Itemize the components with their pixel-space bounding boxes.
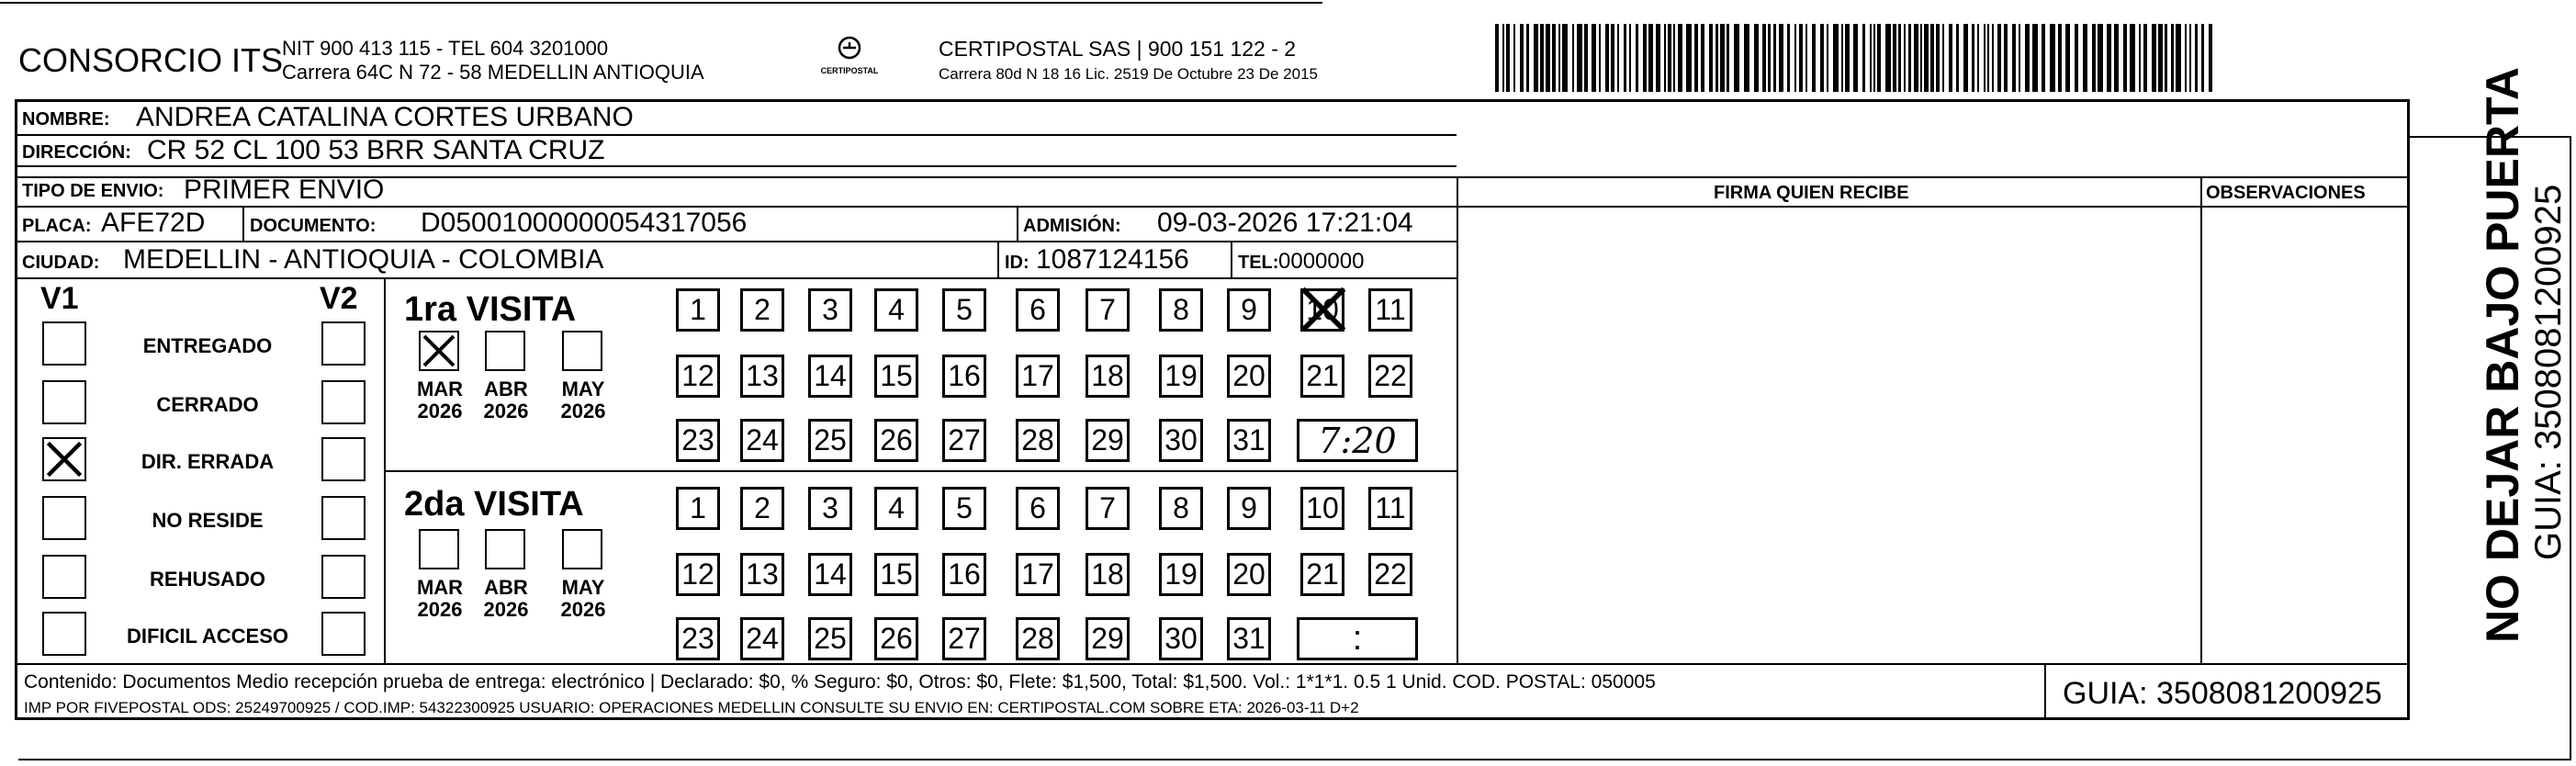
side-notice: NO DEJAR BAJO PUERTA [2477, 67, 2528, 643]
barcode-bar [1845, 24, 1850, 92]
side-guia: GUIA: 3508081200925 [2528, 184, 2569, 560]
barcode-bar [1924, 24, 1929, 92]
day-box[interactable]: 21 [1300, 553, 1344, 596]
day-box[interactable]: 6 [1016, 288, 1060, 332]
barcode-bar [1773, 24, 1776, 92]
side-right-rule [2570, 136, 2571, 760]
month-label [474, 378, 538, 422]
logo-icon [808, 35, 891, 81]
barcode-bar [1605, 24, 1609, 92]
barcode-bar [1552, 24, 1556, 92]
month-label [551, 378, 615, 422]
time-box[interactable]: : [1297, 617, 1418, 660]
day-box[interactable]: 3 [808, 288, 852, 332]
day-box[interactable]: 3 [808, 487, 852, 530]
day-box[interactable]: 4 [874, 288, 918, 332]
barcode-bar [2201, 24, 2204, 92]
first-visit-label: 1ra VISITA [404, 290, 577, 329]
barcode-bar [1873, 24, 1875, 92]
barcode-bar [1893, 24, 1896, 92]
footer-print-info: IMP POR FIVEPOSTAL ODS: 25249700925 / COD.IMP: 54322300925 USUARIO: OPERACIONES MEDELLIN CONSULTE SU ENVIO EN: CERTIPOSTAL.COM SOBRE ETA: 2026-03-11 D+2 [24, 699, 1359, 716]
company-nit: NIT 900 413 115 - TEL 604 3201000 [282, 37, 609, 60]
day-box[interactable]: 7 [1086, 487, 1130, 530]
barcode-bar [1572, 24, 1574, 92]
barcode-bar [1526, 24, 1529, 92]
barcode-bar [1977, 24, 1979, 92]
col-line [242, 208, 244, 241]
barcode-bar [1686, 24, 1692, 92]
month-checkbox[interactable] [562, 529, 602, 569]
v1-checkbox[interactable] [42, 555, 86, 599]
day-box[interactable]: 5 [942, 288, 986, 332]
day-box[interactable]: 2 [740, 288, 784, 332]
month-year: 2026 [483, 598, 529, 622]
plate-value: AFE72D [101, 208, 206, 238]
day-box[interactable]: 27 [942, 617, 986, 660]
barcode-bar [1562, 24, 1568, 92]
barcode-bar [2012, 24, 2016, 92]
barcode-bar [1584, 24, 1588, 92]
day-box[interactable]: 17 [1016, 553, 1060, 596]
day-box[interactable]: 16 [942, 553, 986, 596]
month-label [408, 577, 472, 621]
name-value: ANDREA CATALINA CORTES URBANO [136, 102, 634, 132]
barcode-bar [1656, 24, 1660, 92]
barcode-bar [1956, 24, 1959, 92]
day-box[interactable]: 24 [740, 419, 784, 462]
month-name: MAR [416, 576, 464, 599]
day-box[interactable]: 5 [942, 487, 986, 530]
barcode-bar [1936, 24, 1940, 92]
barcode-bar [1577, 24, 1582, 92]
day-box[interactable]: 23 [676, 419, 720, 462]
address-label: DIRECCIÓN: [22, 142, 131, 163]
barcode-bar [1949, 24, 1952, 92]
day-box[interactable]: 31 [1227, 419, 1271, 462]
logo-text: CERTIPOSTAL [820, 66, 879, 75]
time-box[interactable]: 7:20 [1297, 419, 1418, 462]
month-name: MAY [561, 377, 605, 400]
barcode-bar [2092, 24, 2096, 92]
barcode-bar [1987, 24, 1989, 92]
carrier-address: Carrera 80d N 18 16 Lic. 2519 De Octubre 23 De 2015 [939, 65, 1318, 83]
barcode-bar [1963, 24, 1968, 92]
barcode-bar [1744, 24, 1749, 92]
v2-checkbox[interactable] [321, 612, 366, 656]
month-year: 2026 [417, 400, 463, 423]
barcode-bar [1841, 24, 1843, 92]
barcode-bar [1827, 24, 1828, 92]
status-label: ENTREGADO [142, 334, 273, 357]
barcode-bar [2032, 24, 2038, 92]
barcode-bar [2042, 24, 2045, 92]
x-mark-icon [1298, 284, 1349, 335]
bottom-rule [18, 759, 2571, 760]
city-value: MEDELLIN - ANTIOQUIA - COLOMBIA [123, 244, 604, 275]
day-box[interactable]: 12 [676, 553, 720, 596]
month-name: MAR [416, 377, 464, 400]
x-mark-icon [44, 439, 84, 479]
barcode-bar [1787, 24, 1790, 92]
day-box[interactable]: 25 [808, 419, 852, 462]
top-rule [0, 2, 1322, 4]
day-box[interactable]: 24 [740, 617, 784, 660]
month-year: 2026 [483, 400, 529, 423]
id-label: ID: [1005, 253, 1029, 273]
company-address: Carrera 64C N 72 - 58 MEDELLIN ANTIOQUIA [282, 61, 704, 84]
barcode-bar [2171, 24, 2174, 92]
barcode-bar [1914, 24, 1918, 92]
tel-label: TEL: [1238, 253, 1279, 273]
day-box[interactable]: 29 [1086, 617, 1130, 660]
v2-header: V2 [320, 281, 358, 316]
barcode-bar [1997, 24, 2001, 92]
status-label: CERRADO [156, 393, 259, 416]
barcode-bar [1870, 24, 1872, 92]
barcode-bar [1546, 24, 1550, 92]
barcode-bar [2114, 24, 2119, 92]
barcode-bar [1678, 24, 1682, 92]
day-box[interactable]: 19 [1159, 355, 1203, 398]
barcode-bar [2139, 24, 2141, 92]
v1-checkbox[interactable] [42, 321, 86, 366]
admission-label: ADMISIÓN: [1023, 216, 1121, 236]
day-box[interactable]: 31 [1227, 617, 1271, 660]
x-mark-icon [421, 332, 457, 369]
barcode-bar [2165, 24, 2167, 92]
day-box[interactable]: 6 [1016, 487, 1060, 530]
barcode-bar [1715, 24, 1718, 92]
barcode-bar [1768, 24, 1771, 92]
day-box[interactable]: 13 [740, 553, 784, 596]
v2-checkbox[interactable] [321, 496, 366, 540]
day-box[interactable]: 1 [676, 288, 720, 332]
day-box[interactable]: 27 [942, 419, 986, 462]
send-type-label: TIPO DE ENVIO: [22, 181, 164, 201]
barcode-bar [1709, 24, 1713, 92]
address-value: CR 52 CL 100 53 BRR SANTA CRUZ [147, 135, 605, 165]
col-line [1017, 208, 1018, 241]
day-box[interactable]: 14 [808, 355, 852, 398]
day-box[interactable]: 11 [1368, 487, 1412, 530]
day-box[interactable]: 30 [1159, 419, 1203, 462]
barcode-bar [1520, 24, 1524, 92]
barcode-bar [2107, 24, 2111, 92]
barcode-bar [1779, 24, 1783, 92]
barcode-bar [1904, 24, 1906, 92]
barcode-bar [1673, 24, 1675, 92]
barcode-bar [2152, 24, 2156, 92]
barcode-bar [2158, 24, 2163, 92]
day-box[interactable]: 16 [942, 355, 986, 398]
barcode-bar [1513, 24, 1515, 92]
barcode-bar [2098, 24, 2103, 92]
day-box[interactable]: 12 [676, 355, 720, 398]
day-strike-mark [1298, 284, 1349, 343]
month-year: 2026 [560, 400, 606, 423]
barcode-bar [1668, 24, 1671, 92]
barcode-bar [1502, 24, 1504, 92]
status-label: DIFICIL ACCESO [126, 625, 288, 648]
day-box[interactable]: 29 [1086, 419, 1130, 462]
day-box[interactable]: 8 [1159, 487, 1203, 530]
month-label [551, 577, 615, 621]
barcode-bar [2083, 24, 2087, 92]
barcode-bar [2189, 24, 2191, 92]
day-box[interactable]: 22 [1368, 355, 1412, 398]
second-visit-label: 2da VISITA [404, 485, 584, 524]
v1-checkbox[interactable] [42, 380, 86, 424]
barcode-bar [1805, 24, 1807, 92]
day-box[interactable]: 26 [874, 419, 918, 462]
month-checkbox[interactable] [562, 331, 602, 371]
barcode-bar [2195, 24, 2198, 92]
barcode-bar [1629, 24, 1631, 92]
day-box[interactable]: 23 [676, 617, 720, 660]
barcode-bar [1664, 24, 1666, 92]
footer-contents: Contenido: Documentos Medio recepción prueba de entrega: electrónico | Declarado: $0, % Seguro: $0, Otros: $0, Flete: $1,500, Total: $1,500. Vol.: 1*1*1. 0.5 1 Unid. COD. POSTAL: 050005 [24, 671, 1656, 693]
barcode-bar [1506, 24, 1510, 92]
status-label: DIR. ERRADA [141, 450, 275, 473]
name-label: NOMBRE: [22, 109, 110, 130]
v1-checkbox[interactable] [42, 437, 86, 481]
barcode-bar [2143, 24, 2147, 92]
day-box[interactable]: 21 [1300, 355, 1344, 398]
footer-guia: GUIA: 3508081200925 [2063, 676, 2382, 711]
company-name: CONSORCIO ITS [18, 41, 284, 79]
barcode-bar [1794, 24, 1796, 92]
barcode-bar [2025, 24, 2030, 92]
row-line [15, 165, 1457, 167]
v2-checkbox[interactable] [321, 437, 366, 481]
month-label [474, 577, 538, 621]
v2-checkbox[interactable] [321, 380, 366, 424]
barcode-bar [2004, 24, 2008, 92]
v1-header: V1 [40, 281, 79, 316]
barcode-bar [1984, 24, 1985, 92]
v2-checkbox[interactable] [321, 321, 366, 366]
barcode-bar [1942, 24, 1944, 92]
barcode-bar [1727, 24, 1729, 92]
barcode-bar [1812, 24, 1816, 92]
month-name: ABR [484, 576, 528, 599]
status-label: NO RESIDE [152, 509, 264, 532]
barcode-bar [1694, 24, 1698, 92]
v1-checkbox[interactable] [42, 496, 86, 540]
barcode-bar [1720, 24, 1725, 92]
certipostal-logo [808, 35, 891, 81]
barcode-bar [1762, 24, 1766, 92]
barcode-bar [2176, 24, 2181, 92]
barcode-bar [1558, 24, 1560, 92]
day-box[interactable]: 15 [874, 553, 918, 596]
col-line [1231, 242, 1232, 277]
day-box[interactable]: 26 [874, 617, 918, 660]
col-line [1457, 176, 1458, 663]
barcode-bar [1833, 24, 1839, 92]
day-box[interactable]: 25 [808, 617, 852, 660]
day-box[interactable]: 2 [740, 487, 784, 530]
barcode-bar [1920, 24, 1922, 92]
barcode-bar [1643, 24, 1647, 92]
month-name: MAY [561, 576, 605, 599]
day-box[interactable]: 28 [1016, 617, 1060, 660]
barcode-bar [1534, 24, 1538, 92]
barcode-bar [1972, 24, 1974, 92]
barcode-bar [1599, 24, 1601, 92]
month-year: 2026 [560, 598, 606, 622]
barcode-bar [2050, 24, 2055, 92]
barcode-bar [2019, 24, 2020, 92]
barcode-bar [1930, 24, 1934, 92]
tel-value: 0000000 [1278, 249, 1365, 274]
barcode-bar [1648, 24, 1653, 92]
status-label: REHUSADO [150, 568, 265, 591]
barcode-bar [2209, 24, 2212, 92]
barcode-bar [2065, 24, 2070, 92]
barcode-bar [1540, 24, 1544, 92]
barcode-bar [1592, 24, 1596, 92]
month-checkbox[interactable] [485, 529, 525, 569]
day-box[interactable]: 10 [1300, 288, 1344, 332]
row-line [15, 241, 1457, 242]
day-box[interactable]: 14 [808, 553, 852, 596]
send-type-value: PRIMER ENVIO [184, 175, 385, 205]
month-label [408, 378, 472, 422]
v1-checkbox[interactable] [42, 612, 86, 656]
barcode-bar [1754, 24, 1759, 92]
visit-divider [384, 470, 1457, 472]
barcode-bar [1636, 24, 1638, 92]
carrier-name: CERTIPOSTAL SAS | 900 151 122 - 2 [939, 37, 1297, 61]
barcode-bar [1734, 24, 1739, 92]
month-year: 2026 [417, 598, 463, 622]
col-line [2044, 663, 2046, 720]
day-box[interactable]: 15 [874, 355, 918, 398]
day-box[interactable]: 4 [874, 487, 918, 530]
id-value: 1087124156 [1036, 244, 1189, 275]
barcode-bar [1799, 24, 1803, 92]
barcode-bar [1898, 24, 1901, 92]
month-checkbox[interactable] [419, 529, 459, 569]
day-box[interactable]: 17 [1016, 355, 1060, 398]
observations-header: OBSERVACIONES [2206, 183, 2366, 203]
v2-checkbox[interactable] [321, 555, 366, 599]
barcode-bar [1908, 24, 1911, 92]
day-box[interactable]: 9 [1227, 288, 1271, 332]
document-value: D05001000000054317056 [421, 208, 748, 238]
barcode-bar [1885, 24, 1891, 92]
barcode-bar [1495, 24, 1499, 92]
barcode-bar [2058, 24, 2062, 92]
barcode-bar [1877, 24, 1881, 92]
day-box[interactable]: 19 [1159, 553, 1203, 596]
day-box[interactable]: 9 [1227, 487, 1271, 530]
col-line [2200, 176, 2202, 663]
barcode-bar [2123, 24, 2127, 92]
day-box[interactable]: 30 [1159, 617, 1203, 660]
document-label: DOCUMENTO: [250, 216, 377, 236]
day-box[interactable]: 20 [1227, 553, 1271, 596]
day-box[interactable]: 18 [1086, 553, 1130, 596]
month-checkbox[interactable] [419, 331, 459, 371]
barcode-bar [1820, 24, 1824, 92]
barcode-bar [2130, 24, 2135, 92]
barcode-bar [1611, 24, 1614, 92]
barcode [1495, 24, 2221, 92]
barcode-bar [1862, 24, 1865, 92]
day-box[interactable]: 20 [1227, 355, 1271, 398]
barcode-bar [1853, 24, 1858, 92]
day-box[interactable]: 18 [1086, 355, 1130, 398]
barcode-bar [1624, 24, 1626, 92]
day-box[interactable]: 10 [1300, 487, 1344, 530]
plate-label: PLACA: [22, 216, 92, 236]
day-box[interactable]: 13 [740, 355, 784, 398]
admission-value: 09-03-2026 17:21:04 [1157, 208, 1413, 238]
signature-header: FIRMA QUIEN RECIBE [1714, 183, 1909, 203]
month-checkbox[interactable] [485, 331, 525, 371]
day-box[interactable]: 22 [1368, 553, 1412, 596]
day-box[interactable]: 8 [1159, 288, 1203, 332]
barcode-bar [1701, 24, 1704, 92]
col-line [997, 242, 999, 277]
day-box[interactable]: 7 [1086, 288, 1130, 332]
barcode-bar [2075, 24, 2078, 92]
day-box[interactable]: 1 [676, 487, 720, 530]
day-box[interactable]: 11 [1368, 288, 1412, 332]
month-name: ABR [484, 377, 528, 400]
row-line [15, 277, 1457, 279]
day-box[interactable]: 28 [1016, 419, 1060, 462]
barcode-bar [1992, 24, 1994, 92]
barcode-bar [1617, 24, 1619, 92]
barcode-bar [2185, 24, 2187, 92]
city-label: CIUDAD: [22, 253, 100, 273]
row-line [15, 663, 2410, 665]
